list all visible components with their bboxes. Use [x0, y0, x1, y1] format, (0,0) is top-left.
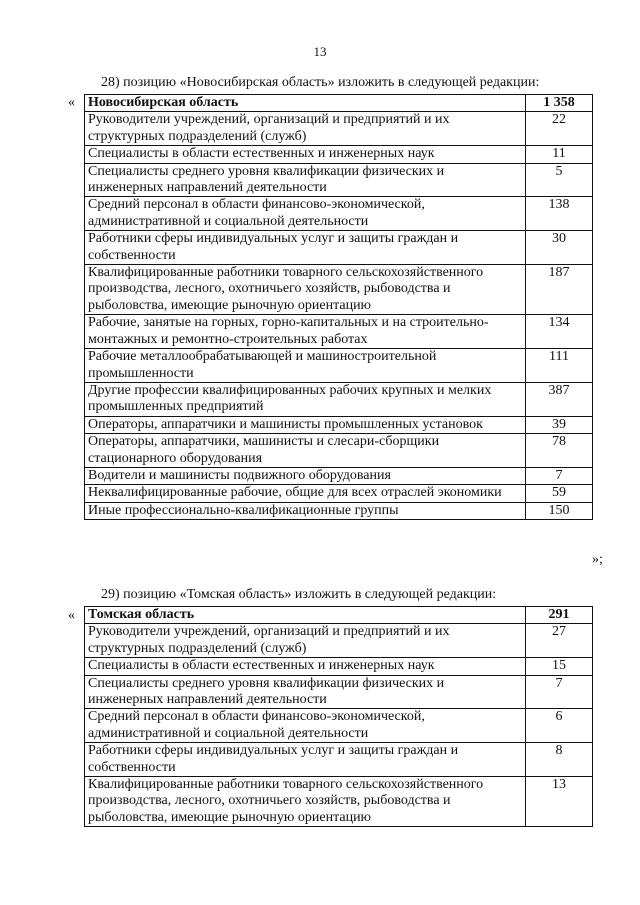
table-row: [85, 112, 593, 146]
table-row: [85, 382, 593, 416]
table-header-row: [85, 95, 593, 112]
opening-quote: «: [68, 95, 75, 110]
occupation-value: 7: [526, 675, 593, 709]
table-row: [85, 467, 593, 484]
novosibirsk-table: [84, 94, 593, 520]
opening-quote: «: [68, 608, 75, 623]
occupation-value: 138: [526, 197, 593, 231]
occupation-group: Специалисты среднего уровня квалификации физических и инженерных направлений деятельности: [85, 163, 526, 197]
table-row: [85, 197, 593, 231]
occupation-value: 78: [526, 434, 593, 468]
table-row: [85, 146, 593, 163]
occupation-group: Работники сферы индивидуальных услуг и защиты граждан и собственности: [85, 231, 526, 265]
table-row: [85, 624, 593, 658]
table-row: [85, 502, 593, 519]
region-total: 1 358: [526, 95, 593, 112]
occupation-value: 150: [526, 502, 593, 519]
occupation-group: Квалифицированные работники товарного сельскохозяйственного производства, лесного, охотничьего хозяйств, рыбоводства и рыболовства, имеющие рыночную ориентацию: [85, 265, 526, 315]
region-total: 291: [526, 607, 593, 624]
section-intro-novosibirsk: 28) позицию «Новосибирская область» изложить в следующей редакции:: [101, 75, 540, 90]
occupation-value: 13: [526, 777, 593, 827]
occupation-value: 30: [526, 231, 593, 265]
occupation-group: Руководители учреждений, организаций и предприятий и их структурных подразделений (служб): [85, 112, 526, 146]
section-intro-tomsk: 29) позицию «Томская область» изложить в следующей редакции:: [101, 587, 497, 602]
occupation-group: Специалисты в области естественных и инженерных наук: [85, 146, 526, 163]
occupation-group: Неквалифицированные рабочие, общие для всех отраслей экономики: [85, 485, 526, 502]
occupation-value: 39: [526, 416, 593, 433]
occupation-group: Средний персонал в области финансово-экономической, административной и социальной деятельности: [85, 197, 526, 231]
occupation-group: Квалифицированные работники товарного сельскохозяйственного производства, лесного, охотничьего хозяйств, рыбоводства и рыболовства, имеющие рыночную ориентацию: [85, 777, 526, 827]
table-row: [85, 485, 593, 502]
occupation-group: Работники сферы индивидуальных услуг и защиты граждан и собственности: [85, 743, 526, 777]
occupation-value: 8: [526, 743, 593, 777]
table-row: [85, 777, 593, 827]
table-row: [85, 709, 593, 743]
table-row: [85, 658, 593, 675]
occupation-group: Рабочие, занятые на горных, горно-капитальных и на строительно-монтажных и ремонтно-строительных работах: [85, 315, 526, 349]
occupation-value: 15: [526, 658, 593, 675]
occupation-group: Руководители учреждений, организаций и предприятий и их структурных подразделений (служб): [85, 624, 526, 658]
occupation-value: 187: [526, 265, 593, 315]
occupation-value: 134: [526, 315, 593, 349]
occupation-value: 59: [526, 485, 593, 502]
tomsk-table: [84, 606, 593, 827]
region-name: Томская область: [85, 607, 526, 624]
occupation-group: Специалисты в области естественных и инженерных наук: [85, 658, 526, 675]
occupation-group: Рабочие металлообрабатывающей и машиностроительной промышленности: [85, 349, 526, 383]
occupation-group: Операторы, аппаратчики и машинисты промышленных установок: [85, 416, 526, 433]
occupation-value: 27: [526, 624, 593, 658]
occupation-value: 111: [526, 349, 593, 383]
table-row: [85, 163, 593, 197]
occupation-value: 22: [526, 112, 593, 146]
table-row: [85, 416, 593, 433]
table-row: [85, 349, 593, 383]
table-row: [85, 315, 593, 349]
occupation-value: 5: [526, 163, 593, 197]
occupation-value: 6: [526, 709, 593, 743]
table-row: [85, 434, 593, 468]
occupation-value: 11: [526, 146, 593, 163]
occupation-value: 387: [526, 382, 593, 416]
region-name: Новосибирская область: [85, 95, 526, 112]
occupation-group: Средний персонал в области финансово-экономической, административной и социальной деятельности: [85, 709, 526, 743]
table-row: [85, 265, 593, 315]
occupation-value: 7: [526, 467, 593, 484]
occupation-group: Другие профессии квалифицированных рабочих крупных и мелких промышленных предприятий: [85, 382, 526, 416]
closing-quote: »;: [592, 552, 603, 567]
table-row: [85, 231, 593, 265]
occupation-group: Специалисты среднего уровня квалификации физических и инженерных направлений деятельности: [85, 675, 526, 709]
occupation-group: Водители и машинисты подвижного оборудования: [85, 467, 526, 484]
table-row: [85, 743, 593, 777]
occupation-group: Иные профессионально-квалификационные группы: [85, 502, 526, 519]
page-number: 13: [313, 44, 327, 59]
table-header-row: [85, 607, 593, 624]
table-row: [85, 675, 593, 709]
occupation-group: Операторы, аппаратчики, машинисты и слесари-сборщики стационарного оборудования: [85, 434, 526, 468]
